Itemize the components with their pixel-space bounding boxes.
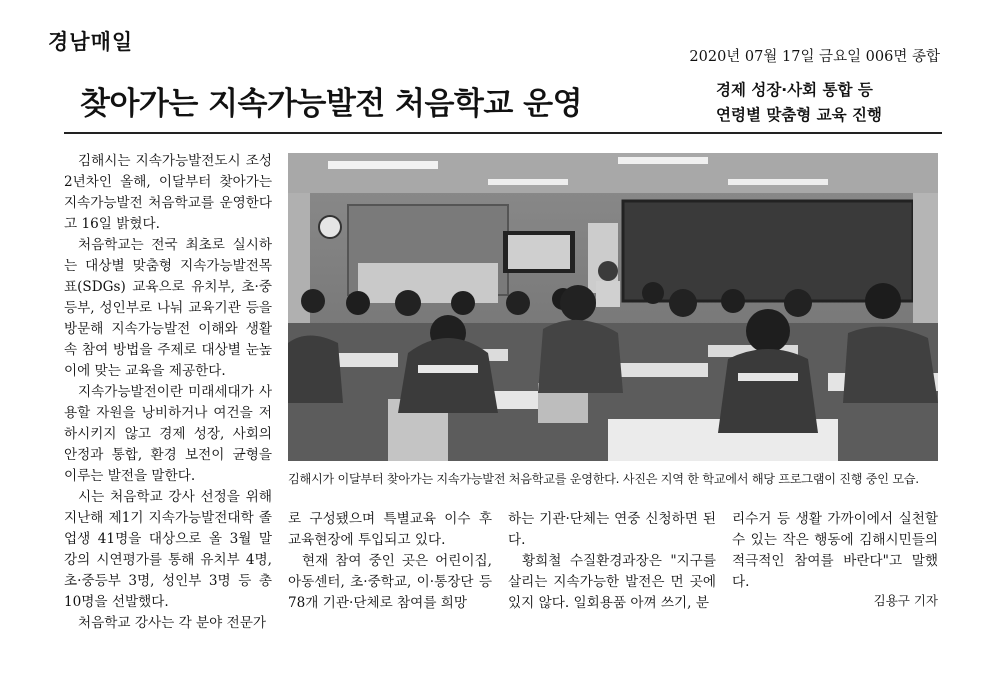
paragraph: 리수거 등 생활 가까이에서 실천할 수 있는 작은 행동에 김해시민들의 적극적인 참여를 바란다"고 말했다.: [732, 511, 938, 590]
paragraph: 현재 참여 중인 곳은 어린이집, 아동센터, 초·중학교, 이·통장단 등 78개 기관·단체로 참여를 희망: [288, 553, 492, 611]
paragraph: 로 구성됐으며 특별교육 이수 후 교육현장에 투입되고 있다.: [288, 511, 492, 548]
article-column-2: [288, 509, 492, 614]
photo-caption: 김해시가 이달부터 찾아가는 지속가능발전 처음학교를 운영한다. 사진은 지역 한 학교에서 해당 프로그램이 진행 중인 모습.: [288, 472, 919, 486]
paragraph: 하는 기관·단체는 연중 신청하면 된다.: [508, 511, 716, 548]
paragraph: 김해시는 지속가능발전도시 조성 2년차인 올해, 이달부터 찾아가는 지속가능발전 처음학교를 운영한다고 16일 밝혔다.: [64, 153, 272, 232]
paragraph: 황희철 수질환경과장은 "지구를 살리는 지속가능한 발전은 먼 곳에 있지 않다. 일회용품 아껴 쓰기, 분: [508, 553, 716, 611]
news-photo-classroom: [288, 153, 938, 461]
classroom-photo-illustration: [288, 153, 938, 461]
newspaper-masthead: 경남매일: [48, 30, 134, 54]
article-column-1: [64, 151, 272, 634]
reporter-byline: 김용구 기자: [873, 593, 938, 608]
paragraph: 지속가능발전이란 미래세대가 사용할 자원을 낭비하거나 여건을 저하시키지 않고 경제 성장, 사회의 안정과 통합, 환경 보전이 균형을 이루는 발전을 말한다.: [64, 384, 272, 484]
article-column-4: [732, 509, 938, 593]
headline: 찾아가는 지속가능발전 처음학교 운영: [80, 86, 583, 122]
article-column-3: [508, 509, 716, 614]
headline-rule: [64, 132, 942, 134]
subheadline-line-2: 연령별 맞춤형 교육 진행: [716, 106, 882, 124]
dateline: 2020년 07월 17일 금요일 006면 종합: [689, 49, 940, 65]
subheadline: [716, 78, 882, 128]
subheadline-line-1: 경제 성장·사회 통합 등: [716, 81, 873, 99]
paragraph: 처음학교는 전국 최초로 실시하는 대상별 맞춤형 지속가능발전목표(SDGs) 교육으로 유치부, 초·중등부, 성인부로 나눠 교육기관 등을 방문해 지속가능발전 이해와 생활 속 참여 방법을 주제로 대상별 눈높이에 맞는 교육을 제공한다.: [64, 237, 272, 379]
paragraph: 시는 처음학교 강사 선정을 위해 지난해 제1기 지속가능발전대학 졸업생 41명을 대상으로 올 3월 말 강의 시연평가를 통해 유치부 4명, 초·중등부 3명, 성인부 3명 등 총 10명을 선발했다.: [64, 489, 272, 610]
paragraph: 처음학교 강사는 각 분야 전문가: [78, 615, 266, 631]
